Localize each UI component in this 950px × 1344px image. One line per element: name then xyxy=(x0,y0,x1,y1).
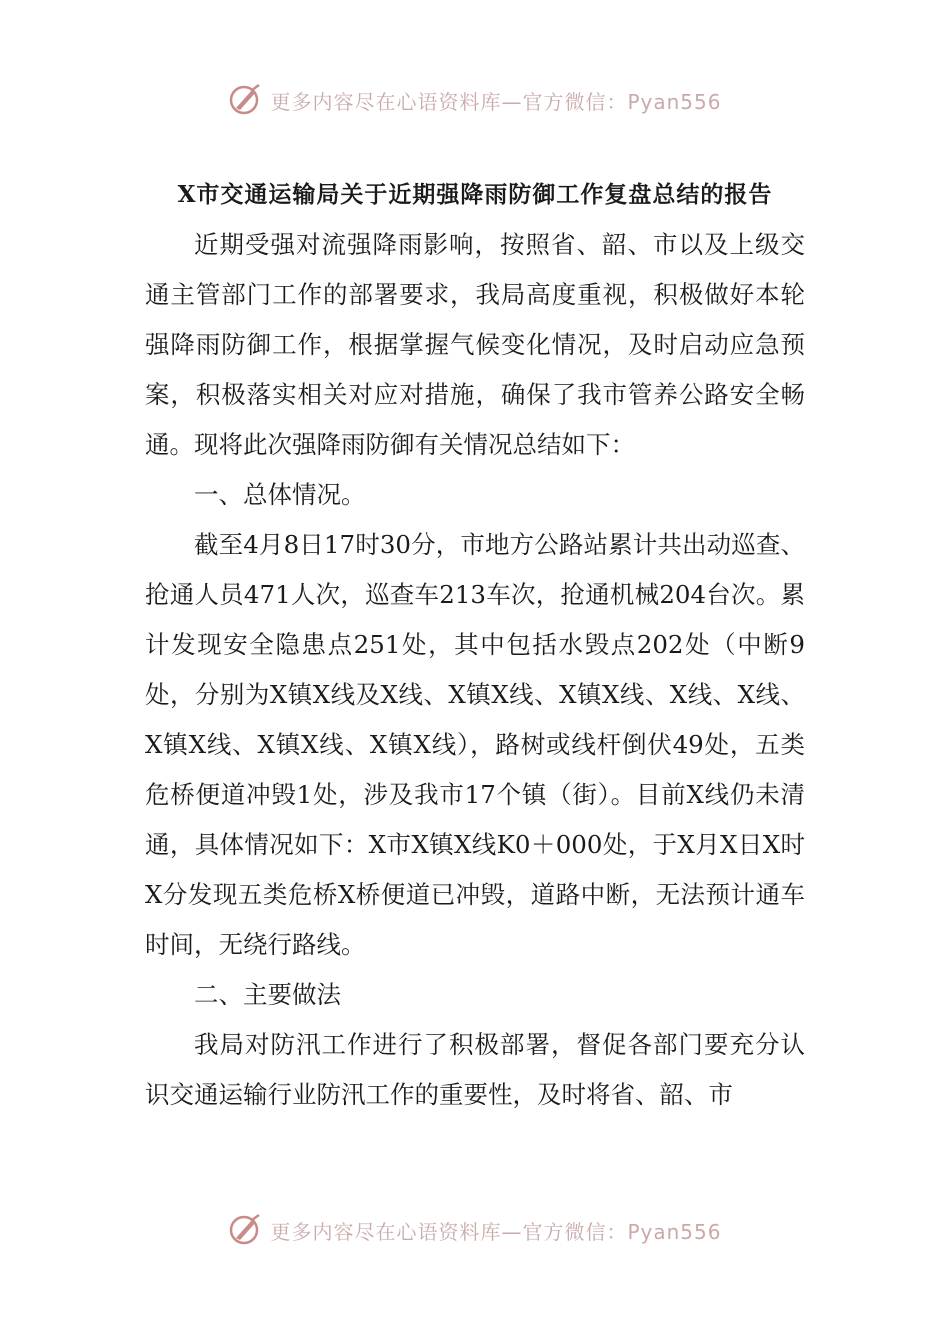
watermark-header xyxy=(0,80,950,120)
section-heading-overview: 一、总体情况。 xyxy=(194,480,366,509)
paragraph-intro: 近期受强对流强降雨影响，按照省、韶、市以及上级交通主管部门工作的部署要求，我局高度重视，积极做好本轮强降雨防御工作，根据掌握气候变化情况，及时启动应急预案，积极落实相关对应对措施，确保了我市管养公路安全畅通。现将此次强降雨防御有关情况总结如下： xyxy=(145,230,805,459)
pen-logo-icon xyxy=(228,1212,264,1248)
paragraph-statistics: 截至4月8日17时30分，市地方公路站累计共出动巡查、抢通人员471人次，巡查车213车次，抢通机械204台次。累计发现安全隐患点251处，其中包括水毁点202处（中断9处，分别为X镇X线及X线、X镇X线、X镇X线、X线、X线、X镇X线、X镇X线、X镇X线），路树或线杆倒伏49处，五类危桥便道冲毁1处，涉及我市17个镇（街）。目前X线仍未清通，具体情况如下：X市X镇X线K0＋000处，于X月X日X时X分发现五类危桥X桥便道已冲毁，道路中断，无法预计通车时间，无绕行路线。 xyxy=(145,530,805,959)
pen-logo-icon xyxy=(228,82,264,118)
document-title: X市交通运输局关于近期强降雨防御工作复盘总结的报告 xyxy=(177,181,773,208)
watermark-footer xyxy=(0,1210,950,1250)
document-body xyxy=(145,220,805,1120)
watermark-text: 更多内容尽在心语资料库—官方微信：Pyan556 xyxy=(270,1219,722,1244)
section-heading-measures: 二、主要做法 xyxy=(194,980,341,1009)
watermark-text: 更多内容尽在心语资料库—官方微信：Pyan556 xyxy=(270,89,722,114)
paragraph-measures: 我局对防汛工作进行了积极部署，督促各部门要充分认识交通运输行业防汛工作的重要性，及时将省、韶、市 xyxy=(145,1030,805,1109)
